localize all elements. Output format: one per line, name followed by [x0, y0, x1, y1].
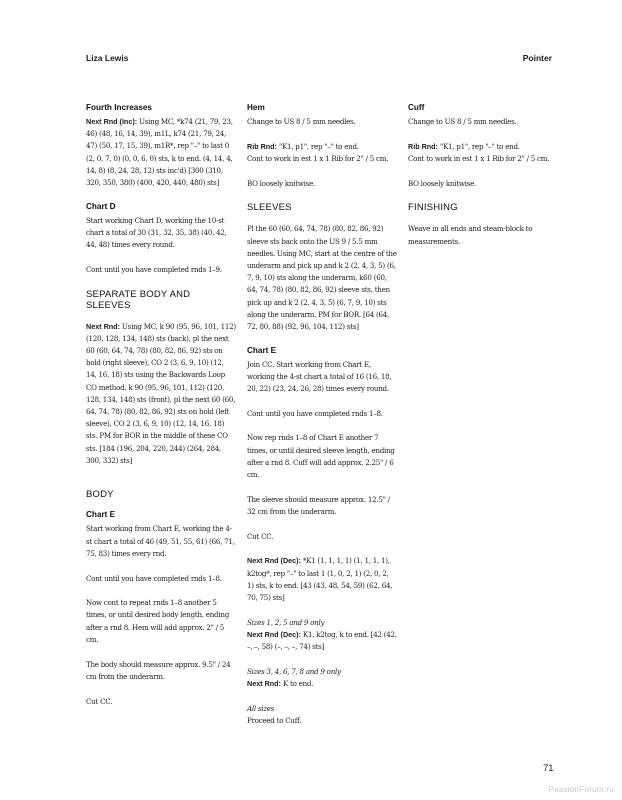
heading-sleeves: SLEEVES [247, 202, 292, 214]
cuff-rib [408, 141, 558, 165]
round-text: K to end. [280, 679, 314, 688]
body-paragraph-4: The body should measure approx. 9.5" / 24 cm from the underarm. [86, 659, 231, 681]
round-text: K1, k2tog, k to end. [42 (42, –, –, 58) (–, –, –, 74) sts] [247, 629, 397, 652]
running-header-title: Pointer [522, 53, 552, 63]
sleeves-paragraph: Pl the 60 (60, 64, 74, 78) (80, 82, 86, 92) sleeve sts back onto the US 9 / 5.5 mm needles. Using MC, start at the centre of the underarm and pick up and k 2 (2, 4, 3, 5) (6, 7, 9, 10) sts along the underarm, k60 (60, 64, 74, 78) (80, 82, 86, 92) sleeve sts, then pick up and k 2 (2, 4, 3, 5) (6, 7, 9, 10) sts along the underarm. PM for BOR. [64 (64, 72, 80, 88) (92, 96, 104, 112) sts] [247, 224, 397, 331]
hem-needles: Change to US 8 / 5 mm needles. [247, 117, 356, 126]
chart-d-paragraph-1: Start working Chart D, working the 10-st chart a total of 30 (31, 32, 35, 38) (40, 42, 44, 48) times every round. [86, 215, 227, 250]
sleeve-chart-e-paragraph-4: The sleeve should measure approx. 12.5" / 32 cm from the underarm. [247, 494, 390, 516]
watermark: PassionForum.ru [548, 785, 614, 794]
heading-separate-body-sleeves: SEPARATE BODY AND SLEEVES [86, 288, 191, 311]
heading-cuff: Cuff [408, 103, 425, 112]
finishing-paragraph: Weave in all ends and steam-block to measurements. [408, 224, 533, 246]
chart-d-paragraph-2: Cont until you have completed rnds 1–9. [86, 264, 222, 274]
body-paragraph-2: Cont until you have completed rnds 1–8. [86, 573, 222, 583]
cuff-bind-off: BO loosely knitwise. [408, 178, 477, 188]
heading-finishing: FINISHING [408, 202, 458, 214]
all-sizes [247, 703, 397, 727]
column-1 [86, 103, 236, 720]
heading-chart-d: Chart D [86, 201, 116, 211]
round-text: Using MC, *k74 (21, 79, 23, 46) (48, 16, 14, 39), m1L, k74 (21, 79, 24, 47) (50, 17, 15, 39), m1R*, rep "–" to last 0 (2, 0, 7, 0) (0, 0, 6, 0) sts, k to end. (4, 14, 4, 14, 8) (8, 24, 28, 12) sts inc'd) [300 (310, 320, 350, 380) (400, 420, 440, 480) sts] [86, 117, 233, 188]
sleeve-chart-e-paragraph-2: Cont until you have completed rnds 1–8. [247, 408, 383, 418]
sizes-note: All sizes [247, 703, 275, 713]
hem-rib [247, 141, 397, 165]
round-text: "K1, p1", rep "–" to end. [437, 141, 520, 151]
cuff-needles: Change to US 8 / 5 mm needles. [408, 117, 517, 126]
round-text: *K1 (1, 1, 1, 1) (1, 1, 1, 1), k2tog*, rep "–" to last 1 (1, 0, 2, 1) (2, 0, 2, 1) sts, k to end. [43 (43, 48, 54, 59) (62, 64, 70, 75) sts] [247, 556, 393, 602]
sizes-3-4-6-7-8-9 [247, 666, 397, 690]
sleeve-chart-e-paragraph-3: Now rep rnds 1–8 of Chart E another 7 times, or until desired sleeve length, ending after a rnd 8. Cuff will add approx. 2.25" / 6 cm. [247, 433, 395, 480]
round-label: Rib Rnd: [247, 141, 277, 151]
round-label: Next Rnd (Dec): [247, 629, 301, 639]
cuff-continue: Cont to work in est 1 x 1 Rib for 2" / 5 cm. [408, 153, 550, 163]
sleeve-chart-e-paragraph-1: Join CC. Start working from Chart E, working the 4-st chart a total of 16 (16, 18, 20, 22) (23, 24, 26, 28) times every round. [247, 359, 392, 394]
sizes-1-2-5-9 [247, 617, 397, 654]
round-label: Next Rnd: [86, 321, 120, 331]
page-number: 71 [543, 763, 554, 774]
heading-sleeve-chart-e: Chart E [247, 345, 277, 355]
sleeve-decrease-round [247, 555, 397, 604]
heading-hem: Hem [247, 103, 265, 112]
hem-bind-off: BO loosely knitwise. [247, 178, 316, 188]
round-text: "K1, p1", rep "–" to end. [276, 141, 359, 151]
round-label: Next Rnd: [247, 679, 281, 688]
fourth-increases-instructions [86, 116, 236, 189]
column-3 [408, 103, 558, 260]
sizes-note: Sizes 3, 4, 6, 7, 8 and 9 only [247, 666, 341, 676]
column-2 [247, 103, 397, 740]
body-paragraph-1: Start working from Chart E, working the 4-st chart a total of 46 (49, 51, 55, 61) (66, 71, 75, 83) times every rnd. [86, 524, 235, 558]
heading-body-chart-e: Chart E [86, 510, 116, 520]
hem-continue: Cont to work in est 1 x 1 Rib for 2" / 5 cm. [247, 153, 389, 163]
proceed-to-cuff: Proceed to Cuff. [247, 715, 302, 725]
round-label: Next Rnd (Inc): [86, 117, 138, 126]
body-paragraph-3: Now cont to repeat rnds 1–8 another 5 times, or until desired body length, ending after a rnd 8. Hem will add approx. 2" / 5 cm. [86, 598, 229, 644]
round-label: Next Rnd (Dec): [247, 556, 301, 566]
running-header-author: Liza Lewis [86, 53, 129, 63]
heading-fourth-increases: Fourth Increases [86, 103, 152, 112]
round-label: Rib Rnd: [408, 141, 438, 151]
separate-instructions [86, 321, 236, 467]
sleeve-chart-e-paragraph-5: Cut CC. [247, 531, 274, 541]
sizes-note: Sizes 1, 2, 5 and 9 only [247, 617, 325, 627]
heading-body: BODY [86, 489, 114, 501]
round-text: Using MC, k 90 (95, 96, 101, 112) (120, 128, 134, 148) sts (back), pl the next 60 (60, 64, 74, 78) (80, 82, 86, 92) sts on hold (right sleeve), CO 2 (3, 6, 9, 10) (12, 14, 16, 18) sts using the Backwards Loop CO method, k 90 (95, 96, 101, 112) (120, 128, 134, 148) sts (front), pl the next 60 (60, 64, 74, 78) (80, 82, 86, 92) sts on hold (left sleeve), CO 2 (3, 6, 9, 10) (12, 14, 16, 18) sts. PM for BOR in the middle of these CO sts. [184 (196, 204, 220, 244) (264, 284, 300, 332) sts] [86, 321, 236, 465]
body-paragraph-5: Cut CC. [86, 696, 113, 706]
